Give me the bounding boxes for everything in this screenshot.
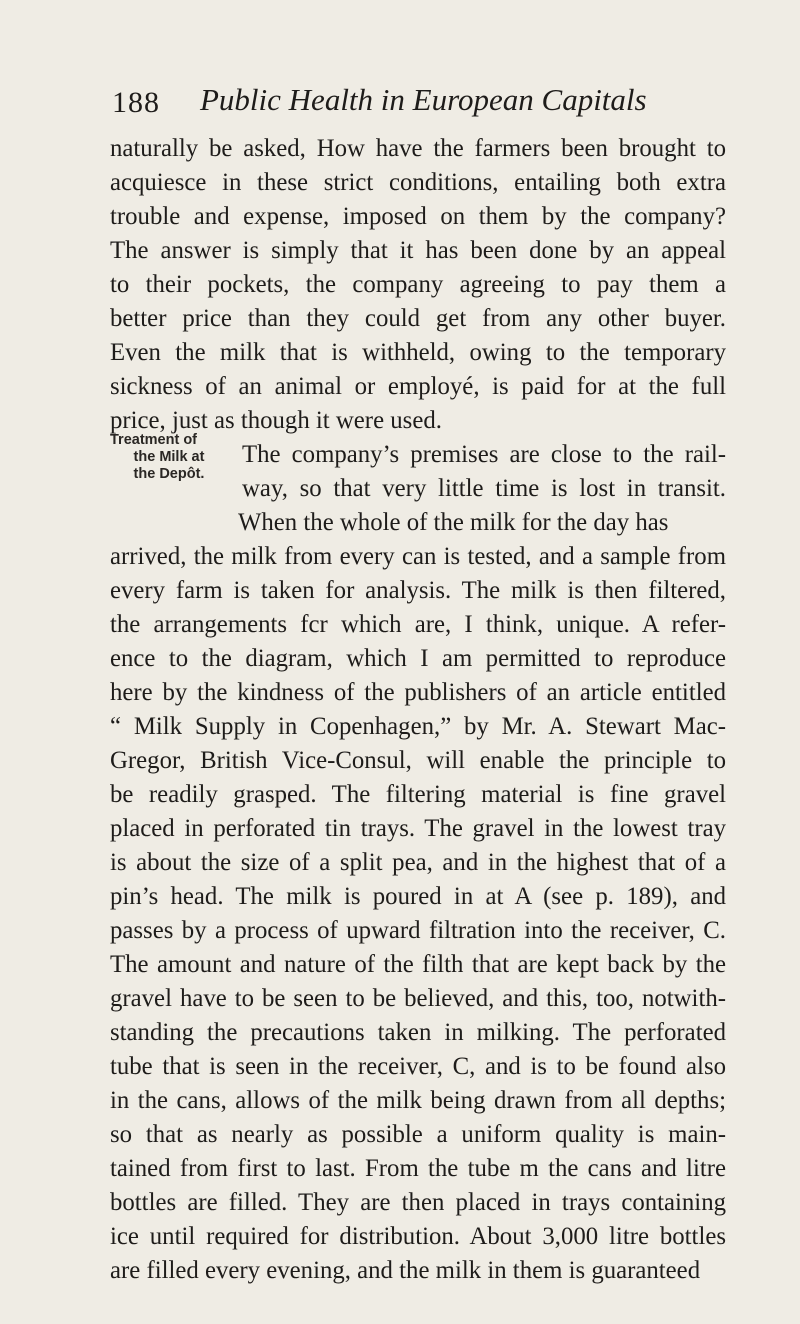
margin-note-line: the Depôt.	[133, 466, 205, 482]
page-number: 188	[112, 86, 160, 119]
margin-note	[110, 432, 228, 483]
text-line: here by the kindness of the publishers of an article entitled	[110, 679, 726, 706]
text-line: standing the precautions taken in milking. The perforated	[110, 1019, 726, 1046]
text-line: pin’s head. The milk is poured in at A (see p. 189), and	[110, 883, 726, 910]
text-line: in the cans, allows of the milk being drawn from all depths;	[110, 1087, 726, 1114]
text-line: every farm is taken for analysis. The milk is then filtered,	[110, 577, 726, 604]
text-line: is about the size of a split pea, and in the highest that of a	[110, 849, 726, 876]
text-line: The answer is simply that it has been done by an appeal	[110, 237, 726, 264]
text-line: trouble and expense, imposed on them by the company?	[110, 203, 726, 230]
text-line: tube that is seen in the receiver, C, and is to be found also	[110, 1053, 726, 1080]
running-title: Public Health in European Capitals	[200, 82, 647, 117]
text-line: way, so that very little time is lost in transit.	[242, 475, 726, 502]
text-line: gravel have to be seen to be believed, and this, too, notwith-	[110, 985, 726, 1012]
text-line: tained from first to last. From the tube m the cans and litre	[110, 1155, 726, 1182]
text-line: passes by a process of upward filtration into the receiver, C.	[110, 917, 726, 944]
text-line: better price than they could get from any other buyer.	[110, 305, 726, 332]
text-line: The amount and nature of the filth that are kept back by the	[110, 951, 726, 978]
text-line: the arrangements fcr which are, I think, unique. A refer-	[110, 611, 726, 638]
text-line: When the whole of the milk for the day has	[238, 509, 669, 536]
text-line: to their pockets, the company agreeing to pay them a	[110, 271, 726, 298]
margin-note-line: the Milk at	[133, 449, 205, 465]
text-line: are filled every evening, and the milk in them is guaranteed	[110, 1257, 701, 1284]
running-head	[112, 82, 712, 126]
text-line: bottles are filled. They are then placed in trays containing	[110, 1189, 726, 1216]
text-line: The company’s premises are close to the rail-	[242, 441, 726, 468]
text-line: Gregor, British Vice-Consul, will enable the principle to	[110, 747, 726, 774]
text-line: placed in perforated tin trays. The gravel in the lowest tray	[110, 815, 726, 842]
text-line: Even the milk that is withheld, owing to the temporary	[110, 339, 726, 366]
margin-note-line: Treatment of	[110, 432, 198, 448]
text-line: be readily grasped. The filtering material is fine gravel	[110, 781, 726, 808]
text-line: ice until required for distribution. About 3,000 litre bottles	[110, 1223, 726, 1250]
text-line: price, just as though it were used.	[110, 407, 442, 434]
text-line: arrived, the milk from every can is tested, and a sample from	[110, 543, 726, 570]
text-line: acquiesce in these strict conditions, entailing both extra	[110, 169, 726, 196]
text-line: so that as nearly as possible a uniform quality is main-	[110, 1121, 726, 1148]
text-line: ence to the diagram, which I am permitted to reproduce	[110, 645, 726, 672]
text-line: “ Milk Supply in Copenhagen,” by Mr. A. Stewart Mac-	[110, 713, 726, 740]
text-line: naturally be asked, How have the farmers been brought to	[110, 135, 726, 162]
text-line: sickness of an animal or employé, is paid for at the full	[110, 373, 726, 400]
